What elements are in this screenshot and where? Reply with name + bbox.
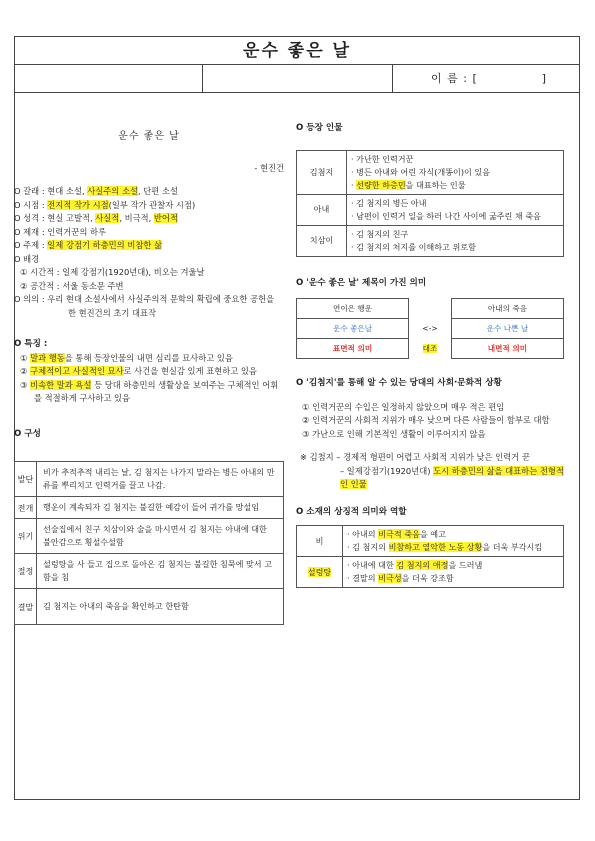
stage-desc: 행운이 계속되자 김 첨지는 불길한 예감이 들어 귀가를 망설임 <box>37 497 284 519</box>
symbol-name: 설렁탕 <box>297 557 343 588</box>
social-list: ① 인력거꾼의 수입은 일정하지 않았으며 매우 적은 편임 ② 인력거꾼의 사회적 지위가 매우 낮으며 다른 사람들이 함부로 대함 ③ 가난으로 인해 기본적인 생활이 이루어지지 않음 <box>302 401 550 439</box>
table-row: 운수 좋은날 <-> 운수 나쁜 날 <box>297 319 564 339</box>
theme-line: O 주제 : 일제 강점기 하층민의 비참한 삶 <box>14 240 163 250</box>
char-desc: · 김 첨지의 친구 · 김 첨지의 처지를 이해하고 위로함 <box>347 225 564 256</box>
table-row <box>297 557 564 588</box>
table-row <box>15 497 284 519</box>
overview <box>14 185 284 320</box>
char-name: 아내 <box>297 194 347 225</box>
character-table <box>296 150 564 257</box>
info-cell-2 <box>203 65 393 92</box>
stage-label: 절정 <box>15 554 37 589</box>
stage-label: 결말 <box>15 589 37 625</box>
structure-title: O 구성 <box>14 428 41 439</box>
subject-line: O 제재 : 인력거꾼의 하루 <box>14 226 107 237</box>
setting-space: ② 공간적 : 서울 동소문 주변 <box>20 280 124 291</box>
table-row <box>15 554 284 589</box>
symbol-title: O 소재의 상징적 의미와 역할 <box>296 506 407 517</box>
stage-label: 위기 <box>15 519 37 554</box>
table-row <box>297 526 564 557</box>
left-column <box>14 90 284 625</box>
table-row <box>297 150 564 194</box>
symbol-table <box>296 525 564 588</box>
symbol-desc: · 아내에 대한 김 첨지의 애정을 드러냄 · 결말의 비극성을 더욱 강조함 <box>343 557 564 588</box>
structure-table <box>14 461 284 625</box>
symbol-desc: · 아내의 비극적 죽음을 예고 · 김 첨지의 비참하고 열악한 노동 상황을 더욱 부각시킴 <box>343 526 564 557</box>
name-close: ] <box>541 72 548 85</box>
feature-3: ③ 비속한 말과 욕설 등 당대 하층민의 생활상을 보여주는 구체적인 어휘를 적절하게 구사하고 있음 <box>20 379 279 403</box>
meaning-table <box>296 298 564 359</box>
symbol-name: 비 <box>297 526 343 557</box>
table-row: 표면적 의미 대조 내면적 의미 <box>297 339 564 359</box>
setting-line: O 배경 <box>14 253 40 264</box>
feature-1: ① 말과 행동을 통해 등장인물의 내면 심리를 묘사하고 있음 <box>20 352 233 363</box>
doc-title: 운수 좋은 날 <box>118 131 180 142</box>
author: - 현진건 <box>254 162 284 173</box>
table-row: 연이은 행운 아내의 죽음 <box>297 299 564 319</box>
stage-desc: 비가 추적추적 내리는 날, 김 첨지는 나가지 말라는 병든 아내의 만류를 뿌리치고 인력거를 끌고 나감. <box>37 462 284 497</box>
char-name: 김첨지 <box>297 150 347 194</box>
name-label: 이 름 : [ <box>431 72 478 85</box>
feature-2: ② 구체적이고 사실적인 묘사로 사건을 현실감 있게 표현하고 있음 <box>20 366 257 376</box>
info-cell-1 <box>15 65 203 92</box>
char-desc: · 가난한 인력거꾼 · 병든 아내와 어린 자식(개똥이)이 있음 · 선량한 하층민을 대표하는 인물 <box>347 150 564 194</box>
name-field[interactable] <box>393 65 579 92</box>
right-column <box>296 122 564 588</box>
social-title: O '김첨지'를 통해 알 수 있는 당대의 사회·문화적 상황 <box>296 378 502 388</box>
stage-label: 발단 <box>15 462 37 497</box>
genre-line: O 갈래 : 현대 소설, 사실주의 소설, 단편 소설 <box>14 186 178 196</box>
table-row <box>15 462 284 497</box>
stage-desc: 김 첨지는 아내의 죽음을 확인하고 한탄함 <box>37 589 284 625</box>
table-row <box>15 589 284 625</box>
feature-list <box>14 352 284 406</box>
setting-time: ① 시간적 : 일제 강점기(1920년대), 비오는 겨울날 <box>20 267 205 277</box>
stage-label: 전개 <box>15 497 37 519</box>
view-line: O 시점 : 전지적 작가 시점(일부 작가 관찰자 시점) <box>14 199 196 210</box>
feature-title: O 특징 : <box>14 339 48 349</box>
page-title: 운수 좋은 날 <box>15 37 579 65</box>
table-row <box>15 519 284 554</box>
char-desc: · 김 첨지의 병든 아내 · 남편이 인력거 일을 하러 나간 사이에 굶주린 채 죽음 <box>347 194 564 225</box>
nature-line: O 성격 : 현실 고발적, 사실적, 비극적, 반어적 <box>14 213 178 223</box>
table-row <box>297 194 564 225</box>
stage-desc: 선술집에서 친구 치삼이와 술을 마시면서 김 첨지는 아내에 대한 불안감으로 횡설수설함 <box>37 519 284 554</box>
char-title: O 등장 인물 <box>296 123 343 133</box>
table-row <box>297 225 564 256</box>
stage-desc: 설렁탕을 사 들고 집으로 돌아온 김 첨지는 불길한 침묵에 맞서 고함을 침 <box>37 554 284 589</box>
significance-line: O 의의 : 우리 현대 소설사에서 사실주의적 문학의 확립에 중요한 공헌을 한 현진건의 초기 대표작 <box>14 294 275 318</box>
char-name: 치삼이 <box>297 225 347 256</box>
meaning-title: O '운수 좋은 날' 제목이 가진 의미 <box>296 277 427 288</box>
note-2: – 일제강점기(1920년대) 도시 하층민의 삶을 대표하는 전형적인 인물 <box>340 465 564 489</box>
note-1: ※ 김첨지 – 경제적 형편이 어렵고 사회적 지위가 낮은 인력거 꾼 <box>300 452 530 462</box>
info-row <box>15 65 579 93</box>
